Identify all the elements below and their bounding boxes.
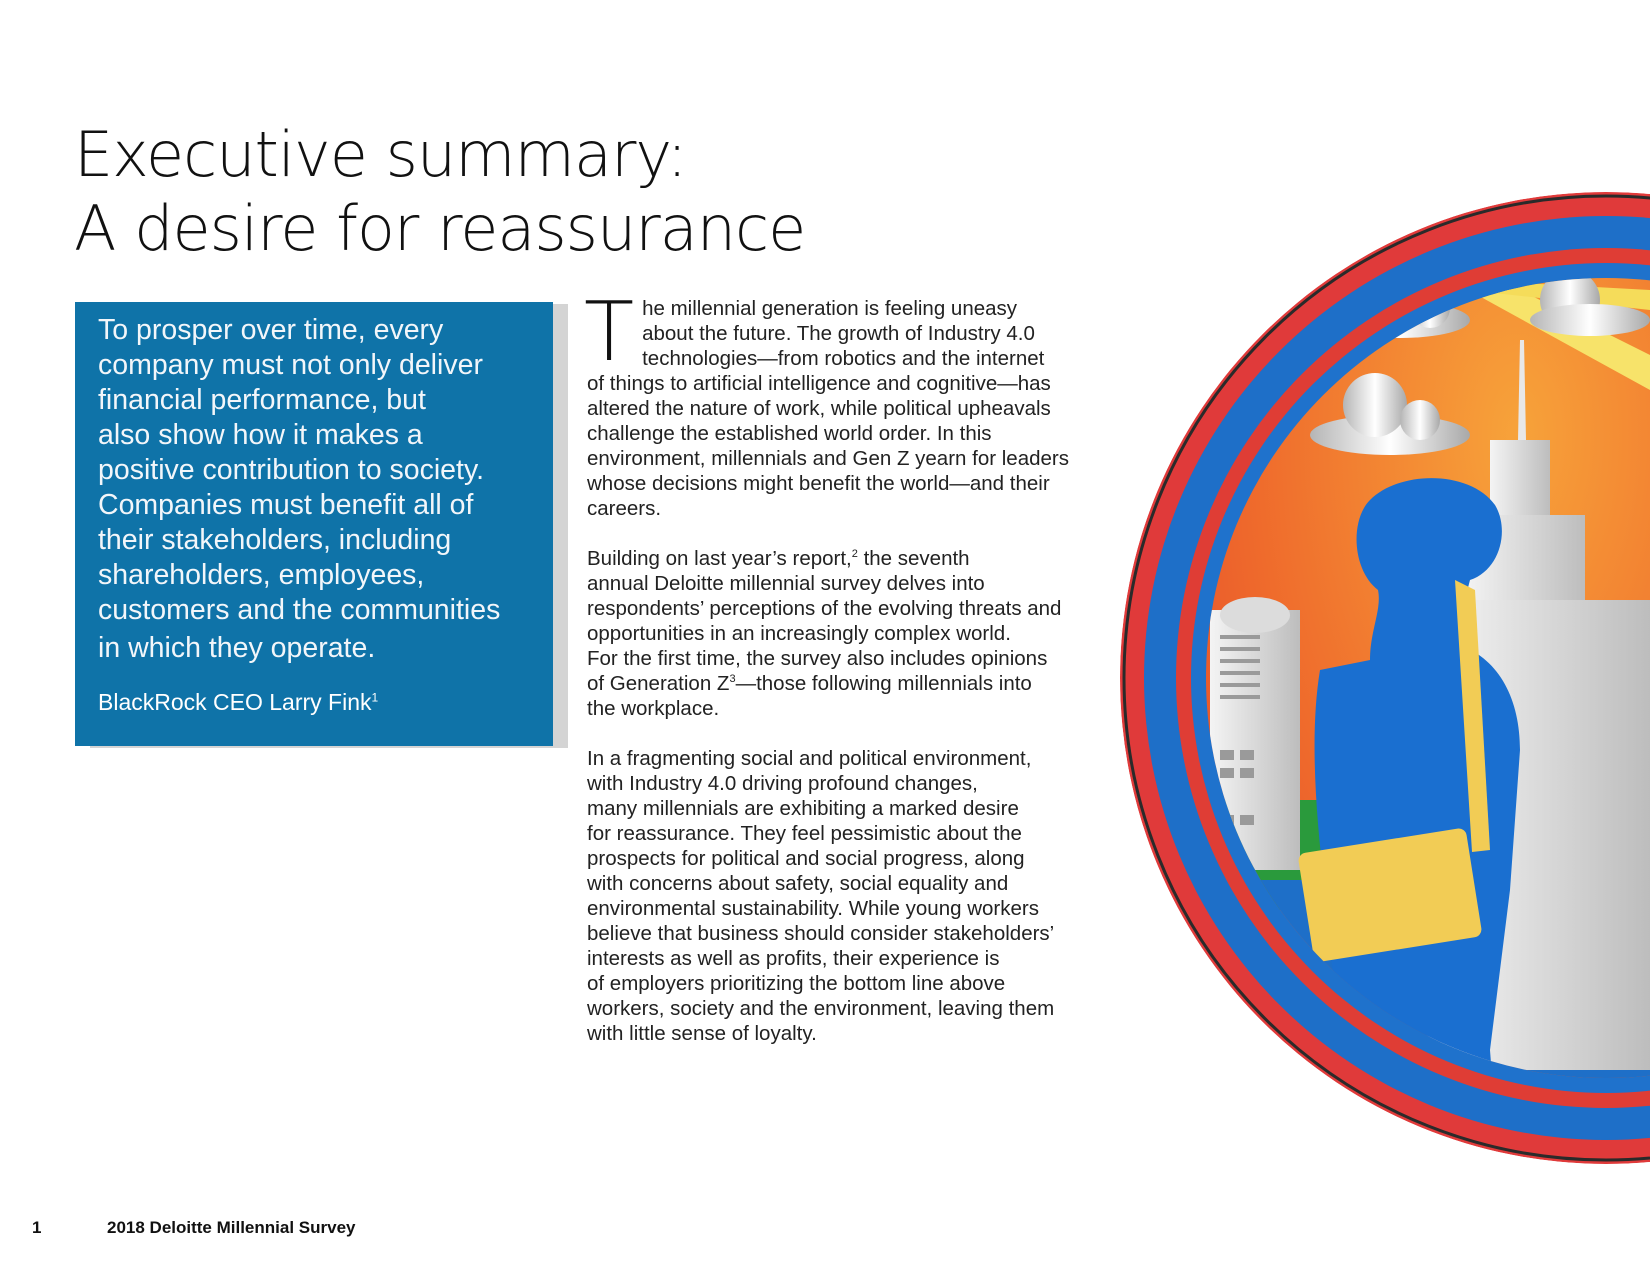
body-line: many millennials are exhibiting a marked desire [587, 797, 1019, 820]
body-line [587, 546, 1087, 571]
body-line: of things to artificial intelligence and cognitive—has [587, 372, 1051, 395]
body-line: In a fragmenting social and political environment, [587, 747, 1032, 770]
body-line [587, 671, 1087, 696]
body-line: believe that business should consider stakeholders’ [587, 922, 1055, 945]
quote-attribution-text: BlackRock CEO Larry Fink [98, 689, 372, 715]
pull-quote-box [75, 302, 553, 746]
body-text: Building on last year’s report, [587, 547, 852, 570]
body-line: For the first time, the survey also includes opinions [587, 647, 1048, 670]
quote-attribution [98, 688, 533, 716]
body-line: opportunities in an increasingly complex world. [587, 622, 1011, 645]
quote-line: financial performance, but [98, 384, 426, 416]
pull-quote-text [98, 313, 533, 666]
body-line: with little sense of loyalty. [587, 1022, 817, 1045]
body-line: he millennial generation is feeling uneasy [642, 297, 1018, 320]
quote-line: To prosper over time, every [98, 314, 444, 346]
body-text: —those following millennials into [735, 672, 1032, 695]
body-line: workers, society and the environment, leaving them [587, 997, 1055, 1020]
quote-line: also show how it makes a [98, 419, 423, 451]
body-text: the seventh [857, 547, 970, 570]
body-text-column [584, 285, 1087, 1071]
quote-line: shareholders, employees, [98, 559, 425, 591]
paragraph-2 [587, 546, 1087, 721]
body-line: with concerns about safety, social equality and [587, 872, 1009, 895]
page-title [74, 118, 805, 266]
quote-line: customers and the communities [98, 594, 501, 626]
quote-line: company must not only deliver [98, 349, 483, 381]
body-line: respondents’ perceptions of the evolving threats and [587, 597, 1062, 620]
body-line: prospects for political and social progress, along [587, 847, 1025, 870]
footnote-ref-2[interactable]: 2 [851, 548, 858, 561]
body-line: technologies—from robotics and the internet [642, 347, 1045, 370]
paragraph-3 [587, 746, 1087, 1046]
title-line-1: Executive summary: [74, 118, 687, 191]
body-line: with Industry 4.0 driving profound changes, [587, 772, 978, 795]
drop-cap: T [584, 285, 635, 380]
body-line: altered the nature of work, while political upheavals [587, 397, 1051, 420]
footnote-ref-1[interactable]: 1 [371, 690, 379, 705]
quote-line: Companies must benefit all of [98, 489, 474, 521]
city-illustration [1120, 190, 1650, 1170]
body-line: interests as well as profits, their experience is [587, 947, 1000, 970]
quote-line: their stakeholders, including [98, 524, 452, 556]
body-text: of Generation Z [587, 672, 730, 695]
body-line: of employers prioritizing the bottom line above [587, 972, 1006, 995]
footer-publication-title: 2018 Deloitte Millennial Survey [107, 1218, 356, 1237]
body-line: environmental sustainability. While young workers [587, 897, 1039, 920]
body-line: environment, millennials and Gen Z yearn for leaders [587, 447, 1069, 470]
body-line: about the future. The growth of Industry 4.0 [642, 322, 1035, 345]
paragraph-1 [584, 285, 1087, 521]
body-line: for reassurance. They feel pessimistic about the [587, 822, 1022, 845]
page-number: 1 [32, 1218, 42, 1237]
body-line: annual Deloitte millennial survey delves into [587, 572, 985, 595]
body-line: challenge the established world order. In this [587, 422, 992, 445]
quote-line: in which they operate. [98, 632, 376, 664]
footnote-ref-3[interactable]: 3 [729, 673, 736, 686]
title-line-2: A desire for reassurance [74, 192, 806, 265]
body-line: the workplace. [587, 697, 720, 720]
quote-line: positive contribution to society. [98, 454, 485, 486]
body-line: whose decisions might benefit the world—and their [587, 472, 1050, 495]
body-line: careers. [587, 497, 662, 520]
